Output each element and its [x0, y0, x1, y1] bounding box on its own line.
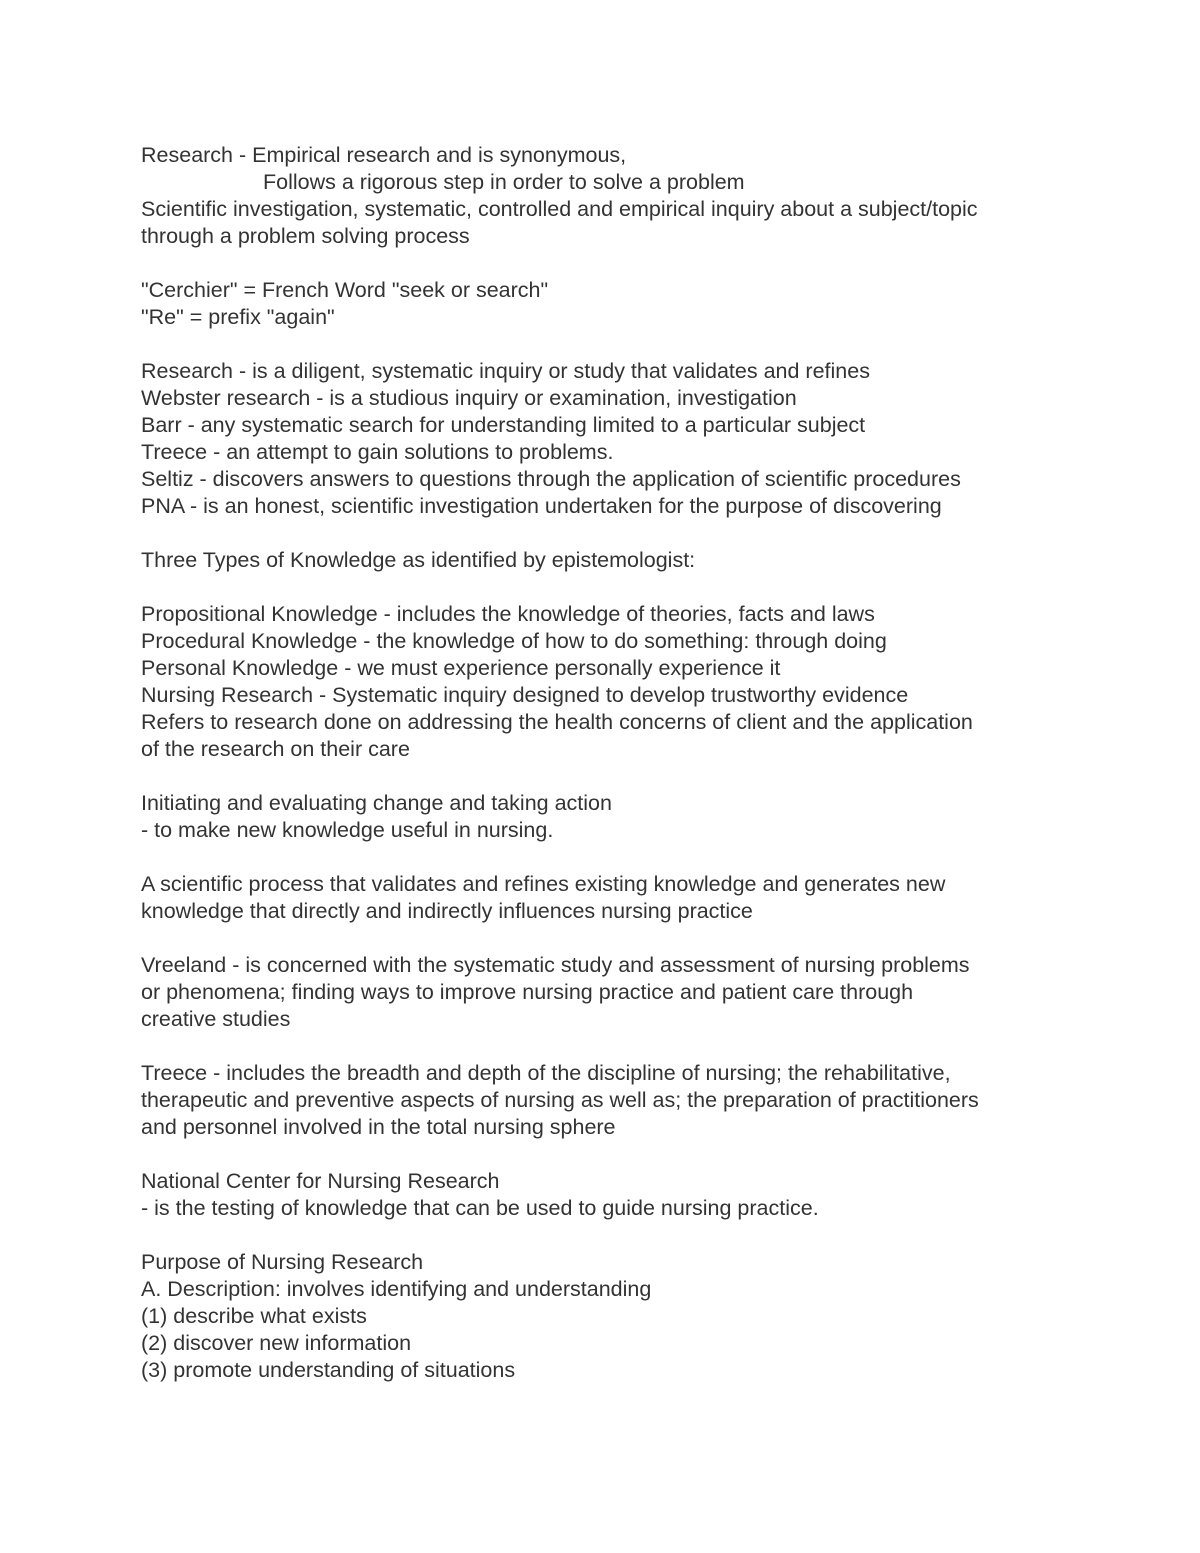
blank-line — [141, 520, 1081, 547]
text-line: creative studies — [141, 1007, 291, 1031]
text-line: Purpose of Nursing Research — [141, 1250, 424, 1274]
text-line: Personal Knowledge - we must experience personally experience it — [141, 656, 781, 680]
text-line: or phenomena; finding ways to improve nursing practice and patient care through — [141, 980, 914, 1004]
text-line: through a problem solving process — [141, 224, 470, 248]
text-line: Treece - an attempt to gain solutions to problems. — [141, 440, 614, 464]
text-line: A. Description: involves identifying and understanding — [141, 1277, 652, 1301]
text-line: Barr - any systematic search for understanding limited to a particular subject — [141, 413, 866, 437]
text-line: (3) promote understanding of situations — [141, 1358, 516, 1382]
text-line: Initiating and evaluating change and taking action — [141, 791, 612, 815]
text-line: - is the testing of knowledge that can be used to guide nursing practice. — [141, 1196, 819, 1220]
text-line: "Cerchier" = French Word "seek or search" — [141, 278, 549, 302]
text-line: knowledge that directly and indirectly influences nursing practice — [141, 899, 753, 923]
text-line: Procedural Knowledge - the knowledge of how to do something: through doing — [141, 629, 887, 653]
text-line: Seltiz - discovers answers to questions through the application of scientific procedures — [141, 467, 961, 491]
blank-line — [141, 250, 1081, 277]
text-line: Vreeland - is concerned with the systematic study and assessment of nursing problems — [141, 953, 970, 977]
text-line: PNA - is an honest, scientific investigation undertaken for the purpose of discovering — [141, 494, 942, 518]
blank-line — [141, 925, 1081, 952]
text-line: National Center for Nursing Research — [141, 1169, 500, 1193]
text-line: Research - Empirical research and is synonymous, — [141, 143, 627, 167]
text-line: Treece - includes the breadth and depth of the discipline of nursing; the rehabilitative, — [141, 1061, 951, 1085]
text-line: Refers to research done on addressing the health concerns of client and the application — [141, 710, 973, 734]
text-line: "Re" = prefix "again" — [141, 305, 335, 329]
text-line: (2) discover new information — [141, 1331, 412, 1355]
blank-line — [141, 331, 1081, 358]
text-line: A scientific process that validates and refines existing knowledge and generates new — [141, 872, 946, 896]
text-line: and personnel involved in the total nursing sphere — [141, 1115, 616, 1139]
blank-line — [141, 1033, 1081, 1060]
blank-line — [141, 844, 1081, 871]
text-line: Follows a rigorous step in order to solve a problem — [263, 170, 745, 194]
text-line: of the research on their care — [141, 737, 410, 761]
blank-line — [141, 574, 1081, 601]
text-line: Scientific investigation, systematic, controlled and empirical inquiry about a subject/topic — [141, 197, 978, 221]
text-line: Research - is a diligent, systematic inquiry or study that validates and refines — [141, 359, 870, 383]
text-line: Nursing Research - Systematic inquiry designed to develop trustworthy evidence — [141, 683, 909, 707]
text-line: therapeutic and preventive aspects of nursing as well as; the preparation of practitioners — [141, 1088, 979, 1112]
text-line: - to make new knowledge useful in nursing. — [141, 818, 554, 842]
document-body — [141, 142, 1081, 1384]
blank-line — [141, 763, 1081, 790]
text-line: Webster research - is a studious inquiry or examination, investigation — [141, 386, 797, 410]
text-line: Three Types of Knowledge as identified by epistemologist: — [141, 548, 696, 572]
text-line: Propositional Knowledge - includes the knowledge of theories, facts and laws — [141, 602, 875, 626]
text-line: (1) describe what exists — [141, 1304, 367, 1328]
blank-line — [141, 1222, 1081, 1249]
blank-line — [141, 1141, 1081, 1168]
